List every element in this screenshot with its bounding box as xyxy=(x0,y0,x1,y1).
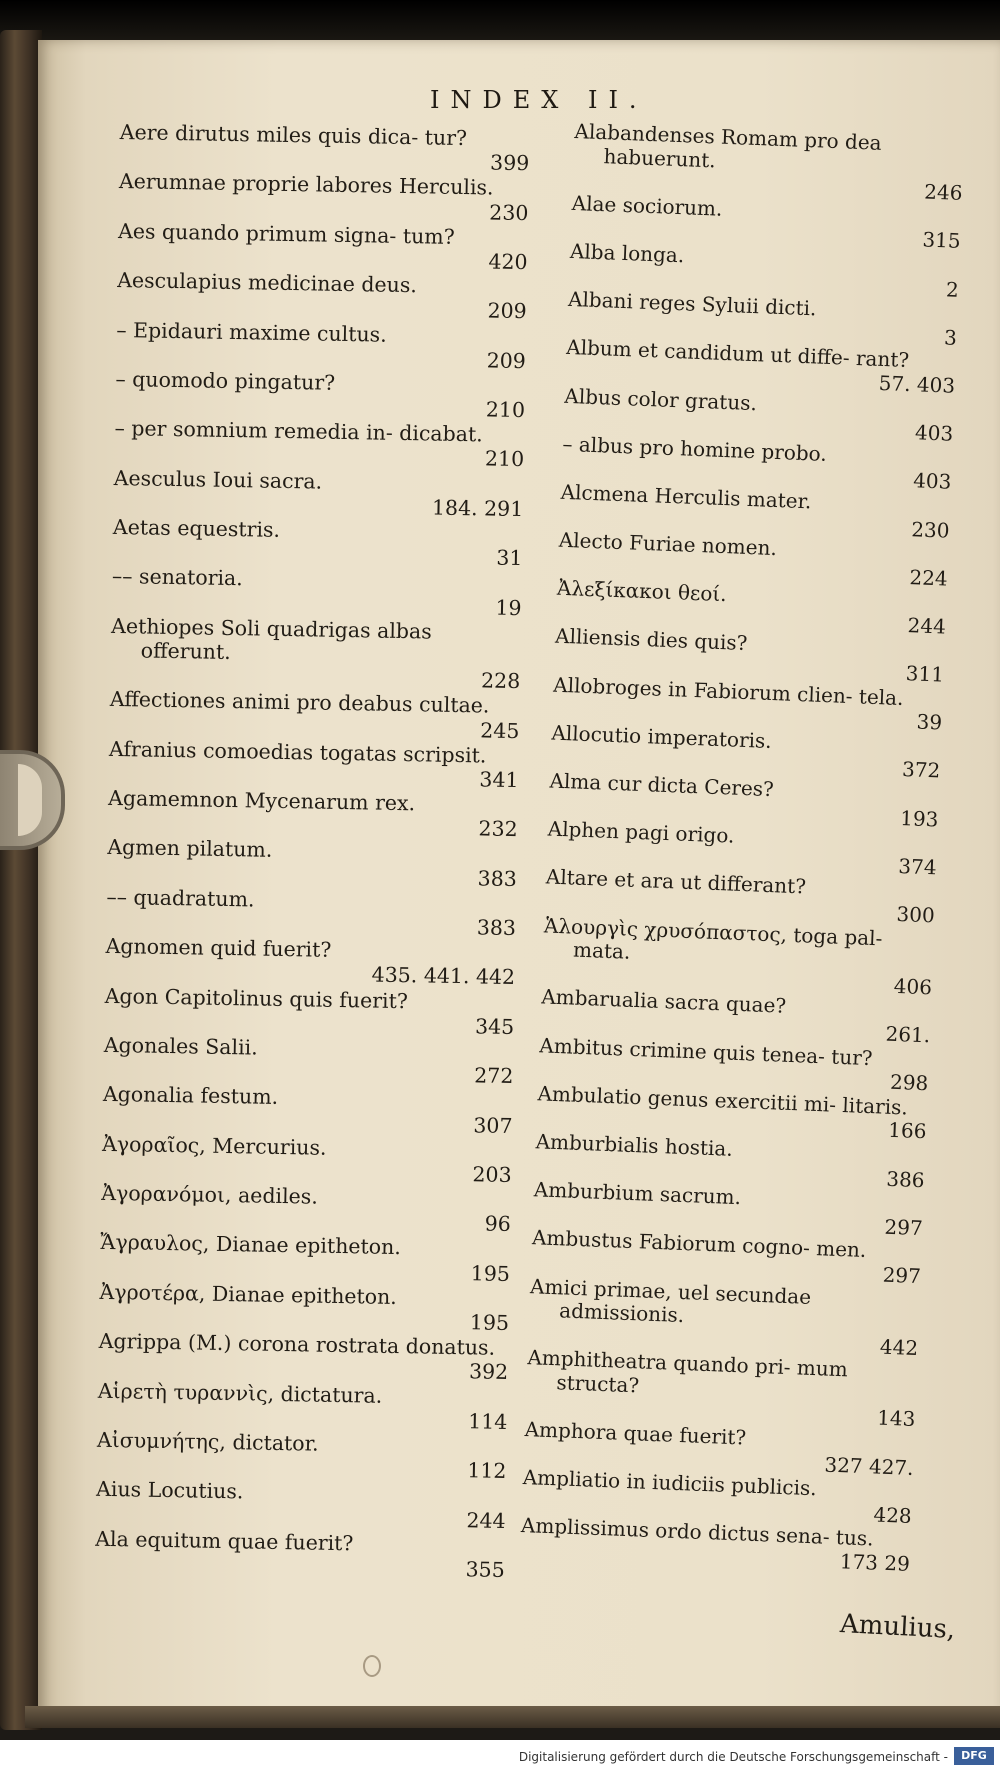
index-page-number: 210 xyxy=(485,397,526,423)
index-page-number: 232 xyxy=(478,816,518,842)
index-page-number: 261. xyxy=(885,1021,931,1048)
index-term: Alba longa. xyxy=(569,238,685,268)
index-page-number: 195 xyxy=(469,1310,510,1335)
index-term: Agonales Salii. xyxy=(103,1032,258,1060)
index-page-number: 19 xyxy=(495,595,522,620)
index-term: Agnomen quid fuerit? xyxy=(105,934,332,963)
index-term: Aerumnae proprie labores Herculis. xyxy=(118,169,494,200)
index-page-number: 341 xyxy=(479,767,519,792)
index-page-number: 245 xyxy=(480,717,520,743)
index-entry xyxy=(100,1230,511,1286)
index-term: – quomodo pingatur? xyxy=(115,366,336,395)
index-page-number: 272 xyxy=(474,1063,514,1089)
index-page-number: 327 427. xyxy=(824,1452,914,1480)
index-term: –– senatoria. xyxy=(111,564,244,591)
index-page-number: 209 xyxy=(486,348,527,373)
index-page-number: 403 xyxy=(912,468,952,495)
index-entry xyxy=(116,317,527,373)
index-term: Albani reges Syluii dicti. xyxy=(567,287,817,321)
footer-credit: Digitalisierung gefördert durch die Deutsche Forschungsgemeinschaft - xyxy=(518,1750,948,1764)
index-page-number: 386 xyxy=(885,1166,926,1192)
index-term: – per somnium remedia in- dicabat. xyxy=(114,416,483,447)
index-page-number: 203 xyxy=(472,1162,512,1187)
index-page-number: 96 xyxy=(484,1211,511,1237)
index-term: – Epidauri maxime cultus. xyxy=(116,317,387,347)
index-page-number: 345 xyxy=(474,1014,515,1039)
running-head: INDEX II. xyxy=(430,86,648,114)
index-term: Amburbium sacrum. xyxy=(533,1177,742,1210)
index-entry xyxy=(117,268,528,324)
index-term: Amphitheatra quando pri- mum structa? xyxy=(527,1345,849,1398)
index-entry xyxy=(103,1033,514,1089)
index-page-number: 428 xyxy=(873,1502,913,1528)
index-page-number: 372 xyxy=(901,757,941,783)
index-term: –– quadratum. xyxy=(106,884,255,912)
index-term: Ampliatio in iudiciis publicis. xyxy=(522,1465,818,1501)
index-page-number: 193 xyxy=(899,805,939,832)
index-term: Ἄγραυλος, Dianae epitheton. xyxy=(100,1230,402,1260)
index-page-number: 399 xyxy=(489,150,530,176)
catchword: Amulius, xyxy=(839,1609,956,1645)
index-page-number: 392 xyxy=(468,1359,509,1385)
index-entry xyxy=(110,614,521,694)
index-term: Ἀλεξίκακοι θεοί. xyxy=(556,575,728,607)
index-page-number: 57. 403 xyxy=(878,370,956,398)
index-page-number: 383 xyxy=(477,865,518,891)
index-page-number: 224 xyxy=(909,564,949,591)
index-page-number: 195 xyxy=(470,1260,511,1286)
index-page-number: 355 xyxy=(465,1557,505,1582)
index-entry xyxy=(97,1378,508,1434)
index-term: Altare et ara ut differant? xyxy=(545,864,807,899)
index-page-number: 442 xyxy=(879,1334,919,1360)
index-term: Αἰσυμνήτης, dictator. xyxy=(96,1427,319,1456)
index-entry xyxy=(119,120,530,176)
index-page-number: 300 xyxy=(896,901,936,928)
index-entry xyxy=(117,219,528,275)
index-term: Aethiopes Soli quadrigas albas offerunt. xyxy=(110,613,432,664)
index-entry xyxy=(105,934,516,990)
index-page-number: 298 xyxy=(889,1069,929,1096)
index-page-number: 230 xyxy=(910,516,950,543)
index-page-number: 209 xyxy=(487,298,527,324)
index-term: Ambitus crimine quis tenea- tur? xyxy=(539,1032,873,1070)
index-term: Amphora quae fuerit? xyxy=(524,1417,747,1450)
index-term: Alae sociorum. xyxy=(571,190,723,221)
index-entry xyxy=(102,1082,513,1138)
index-page-number: 311 xyxy=(905,661,945,687)
index-entry xyxy=(111,564,522,620)
index-term: Alphen pagi origo. xyxy=(547,816,735,848)
book-cover-edge xyxy=(0,30,42,1730)
index-entry xyxy=(113,466,524,522)
index-term: Ἁλουργὶς χρυσόπαστος, toga pal- mata. xyxy=(543,913,883,964)
index-page-number: 228 xyxy=(480,668,521,694)
index-page-number: 307 xyxy=(473,1112,513,1138)
index-entry xyxy=(112,515,523,571)
index-page-number: 112 xyxy=(467,1458,507,1484)
index-page-number: 39 xyxy=(916,709,943,735)
index-term: Album et candidum ut diffe- rant? xyxy=(565,335,910,373)
index-term: Ambulatio genus exercitii mi- litaris. xyxy=(537,1081,909,1120)
index-page-number: 3 xyxy=(943,325,958,350)
index-page-number: 166 xyxy=(887,1118,927,1144)
index-term: Agonalia festum. xyxy=(102,1082,279,1110)
index-term: Afranius comoedias togatas scripsit. xyxy=(108,736,487,768)
index-term: Alecto Furiae nomen. xyxy=(558,527,778,561)
index-term: Agrippa (M.) corona rostrata donatus. xyxy=(98,1329,496,1360)
index-term: Aere dirutus miles quis dica- tur? xyxy=(119,120,468,151)
index-page-number: 406 xyxy=(893,973,933,1000)
index-page-number: 173 29 xyxy=(839,1549,911,1576)
index-entry xyxy=(108,786,519,842)
index-entry xyxy=(115,367,526,423)
index-page-number: 435. 441. 442 xyxy=(371,962,516,990)
index-page-number: 297 xyxy=(884,1214,924,1240)
index-term: Allocutio imperatoris. xyxy=(551,720,773,753)
index-page-number: 230 xyxy=(489,200,529,225)
index-term: Aesculus Ioui sacra. xyxy=(113,465,323,494)
index-page-number: 244 xyxy=(907,613,947,639)
index-term: Alliensis dies quis? xyxy=(554,624,748,656)
index-page-number: 420 xyxy=(488,249,528,275)
index-term: Aes quando primum signa- tum? xyxy=(117,218,455,249)
index-entry xyxy=(95,1477,506,1533)
index-term: Agmen pilatum. xyxy=(107,835,273,863)
index-entry xyxy=(101,1132,512,1188)
index-term: Aesculapius medicinae deus. xyxy=(116,268,418,298)
index-column-left xyxy=(95,120,530,1583)
index-term: Agon Capitolinus quis fuerit? xyxy=(104,983,409,1013)
index-page-number: 244 xyxy=(466,1507,506,1533)
index-entry xyxy=(107,835,518,891)
index-term: Ambustus Fabiorum cogno- men. xyxy=(531,1225,867,1263)
index-term: Ἀγροτέρα, Dianae epitheton. xyxy=(99,1279,398,1309)
index-entry xyxy=(95,1526,506,1582)
index-entry xyxy=(98,1329,509,1385)
index-page-number: 374 xyxy=(897,853,938,880)
index-term: Alma cur dicta Ceres? xyxy=(549,768,775,802)
top-shadow xyxy=(0,0,1000,40)
index-entry xyxy=(114,416,525,472)
index-page-number: 315 xyxy=(922,227,962,254)
index-term: Amplissimus ordo dictus sena- tus. xyxy=(520,1513,874,1551)
index-term: Amici primae, uel secundae admissionis. xyxy=(529,1273,812,1328)
index-term: Ala equitum quae fuerit? xyxy=(95,1526,354,1555)
index-entry xyxy=(108,737,519,793)
index-page-number: 184. 291 xyxy=(431,495,524,521)
index-page-number: 143 xyxy=(876,1406,916,1432)
index-term: Aius Locutius. xyxy=(95,1477,244,1504)
index-term: – albus pro homine probo. xyxy=(562,431,828,466)
index-term: Agamemnon Mycenarum rex. xyxy=(107,785,416,816)
index-term: Ἀγορανόμοι, aediles. xyxy=(101,1180,319,1209)
index-term: Allobroges in Fabiorum clien- tela. xyxy=(552,672,904,710)
index-entry xyxy=(96,1428,507,1484)
index-entry xyxy=(99,1280,510,1336)
index-page-number: 403 xyxy=(914,420,954,446)
index-term: Alcmena Herculis mater. xyxy=(560,479,812,514)
index-page-number: 246 xyxy=(923,179,963,206)
index-page-number: 297 xyxy=(882,1262,922,1289)
index-term: Alabandenses Romam pro dea habuerunt. xyxy=(574,119,883,173)
index-term: Aetas equestris. xyxy=(112,514,281,542)
index-term: Affectiones animi pro deabus cultae. xyxy=(109,687,490,718)
index-column-right xyxy=(520,120,965,1578)
index-page-number: 383 xyxy=(476,915,517,941)
index-term: Amburbialis hostia. xyxy=(535,1129,734,1161)
index-page-number: 210 xyxy=(484,446,525,472)
index-term: Albus color gratus. xyxy=(563,383,758,415)
index-term: Αἱρετὴ τυραννὶς, dictatura. xyxy=(97,1378,383,1408)
index-term: Ambarualia sacra quae? xyxy=(540,984,787,1019)
index-entry xyxy=(101,1181,512,1237)
index-page-number: 31 xyxy=(496,545,523,571)
index-entry xyxy=(109,687,520,743)
index-page-number: 114 xyxy=(467,1409,508,1434)
index-entry xyxy=(106,885,517,941)
index-page-number: 2 xyxy=(945,276,960,302)
index-entry xyxy=(118,169,529,225)
index-entry xyxy=(104,983,515,1039)
book-bottom-edge xyxy=(25,1706,1000,1728)
page-hole-mark xyxy=(363,1655,381,1677)
dfg-logo-badge: DFG xyxy=(954,1747,994,1765)
index-term: Ἀγοραῖος, Mercurius. xyxy=(101,1131,327,1160)
